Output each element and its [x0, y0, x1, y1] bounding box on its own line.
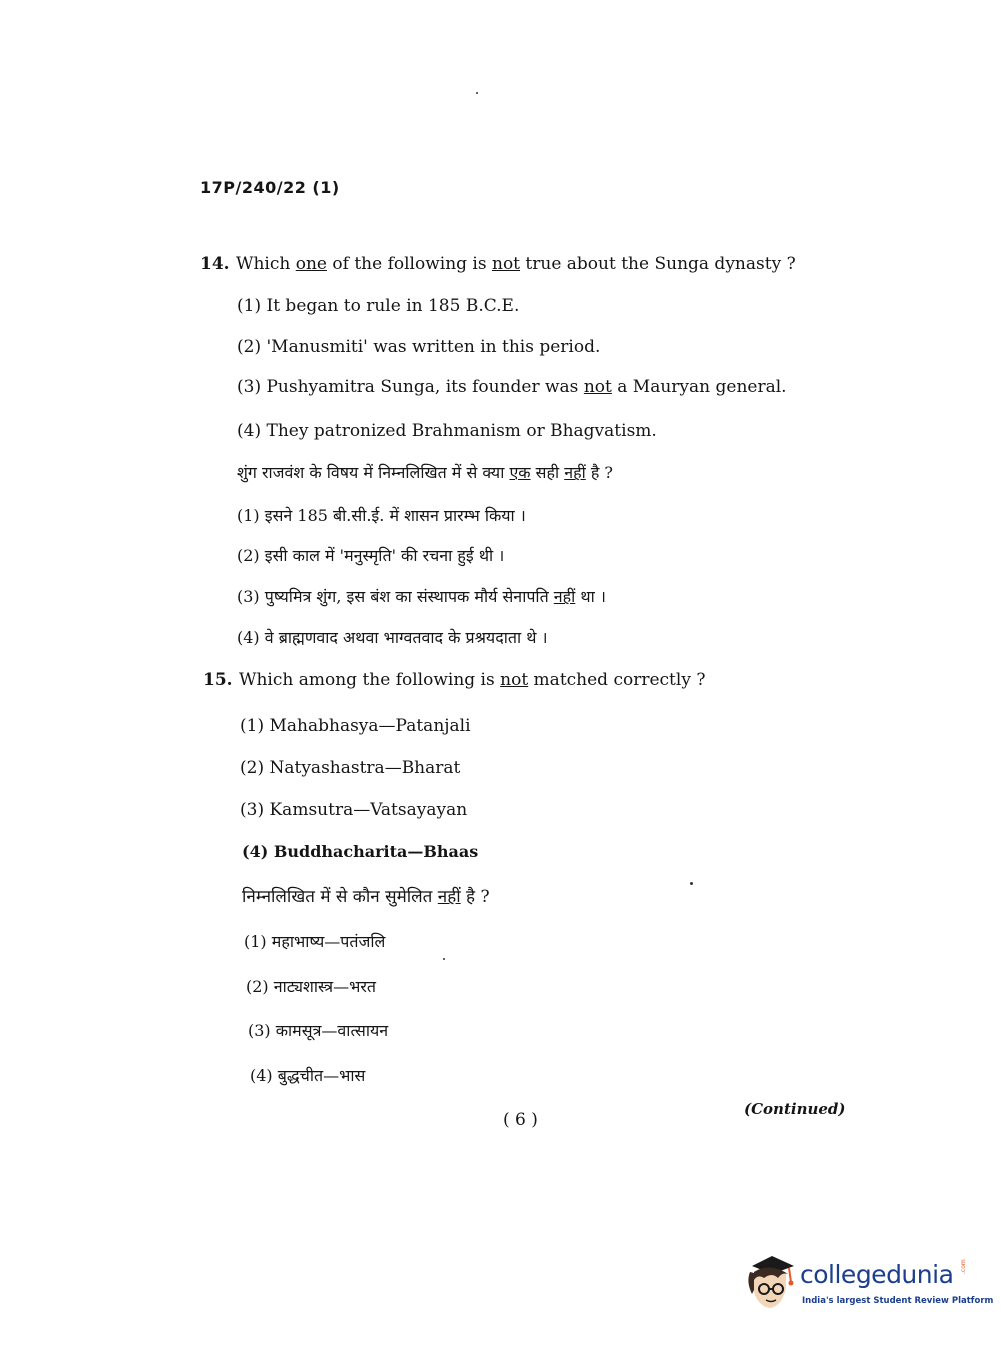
scan-speck [443, 958, 445, 960]
q15-hindi-option-2: (2) नाट्यशास्त्र—भरत [246, 977, 377, 996]
q14-hindi-option-3: (3) पुष्यमित्र शुंग, इस बंश का संस्थापक मौर्य सेनापति नहीं था । [237, 587, 606, 606]
q14-option-2: (2) 'Manusmiti' was written in this period. [237, 337, 601, 357]
question-14-stem: 14. Which one of the following is not true about the Sunga dynasty ? [200, 254, 796, 274]
q15-hindi-option-4: (4) बुद्धचीत—भास [250, 1066, 366, 1085]
scan-speck [690, 882, 693, 885]
question-15-stem: 15. Which among the following is not matched correctly ? [203, 670, 706, 690]
q15-option-3: (3) Kamsutra—Vatsayayan [240, 800, 468, 820]
collegedunia-watermark [742, 1252, 994, 1318]
question-number: 14. [200, 254, 230, 274]
logo-tagline: India's largest Student Review Platform [802, 1296, 994, 1306]
q15-hindi-option-1: (1) महाभाष्य—पतंजलि [244, 932, 386, 951]
q15-hindi-stem: निम्नलिखित में से कौन सुमेलित नहीं है ? [242, 887, 490, 907]
q14-option-4: (4) They patronized Brahmanism or Bhagvatism. [237, 421, 657, 441]
page-number: ( 6 ) [503, 1110, 538, 1130]
q15-option-2: (2) Natyashastra—Bharat [240, 758, 461, 778]
scan-speck [476, 92, 478, 94]
student-mascot-icon [742, 1252, 798, 1312]
q15-option-1: (1) Mahabhasya—Patanjali [240, 716, 471, 736]
q14-hindi-option-1: (1) इसने 185 बी.सी.ई. में शासन प्रारम्भ किया । [237, 506, 526, 525]
q15-option-4: (4) Buddhacharita—Bhaas [242, 842, 479, 861]
q14-option-1: (1) It began to rule in 185 B.C.E. [237, 296, 520, 316]
q14-hindi-option-4: (4) वे ब्राह्मणवाद अथवा भाग्वतवाद के प्रश्रयदाता थे । [237, 628, 548, 647]
logo-wordmark: collegedunia [800, 1260, 954, 1289]
q14-hindi-stem: शुंग राजवंश के विषय में निम्नलिखित में से क्या एक सही नहीं है ? [237, 463, 613, 482]
logo-domain: .com [960, 1259, 967, 1274]
q14-option-3: (3) Pushyamitra Sunga, its founder was not a Mauryan general. [237, 377, 787, 397]
continued-note: (Continued) [744, 1100, 846, 1118]
question-number: 15. [203, 670, 233, 690]
paper-code: 17P/240/22 (1) [200, 178, 340, 197]
q14-hindi-option-2: (2) इसी काल में 'मनुस्मृति' की रचना हुई थी । [237, 546, 505, 565]
q15-hindi-option-3: (3) कामसूत्र—वात्सायन [248, 1021, 389, 1040]
